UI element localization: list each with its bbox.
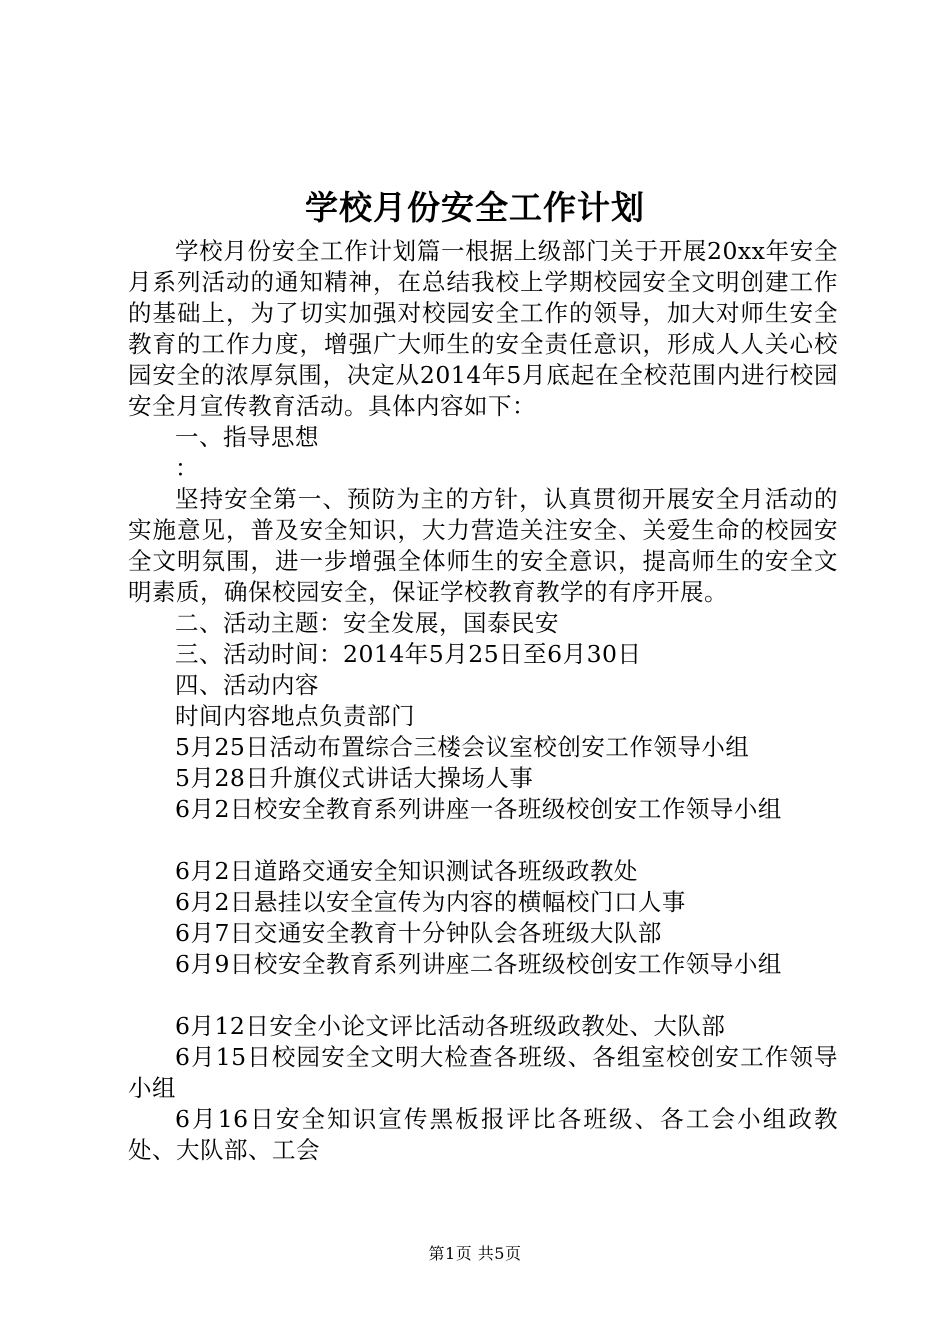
heading-activity-theme: 二、活动主题：安全发展，国泰民安 <box>175 609 559 637</box>
heading-activity-time: 三、活动时间：2014年5月25日至6月30日 <box>175 640 642 668</box>
paragraph-intro: 学校月份安全工作计划篇一根据上级部门关于开展20xx年安全月系列活动的通知精神，在总结我校上学期校园安全文明创建工作的基础上，为了切实加强对校园安全工作的领导，加大对师生安全教育的工作力度，增强广大师生的安全责任意识，形成人人关心校园安全的浓厚氛围，决定从2014年5月底起在全校范围内进行校园安全月宣传教育活动。具体内容如下： <box>128 237 838 420</box>
schedule-item: 6月15日校园安全文明大检查各班级、各组室校创安工作领导小组 <box>128 1043 838 1102</box>
schedule-item: 5月28日升旗仪式讲话大操场人事 <box>175 764 534 792</box>
document-body <box>128 236 838 1166</box>
schedule-header: 时间内容地点负责部门 <box>175 702 415 730</box>
schedule-item: 6月2日悬挂以安全宣传为内容的横幅校门口人事 <box>175 888 686 916</box>
schedule-item: 6月12日安全小论文评比活动各班级政教处、大队部 <box>175 1012 726 1040</box>
heading-activity-content: 四、活动内容 <box>175 671 319 699</box>
page-footer: 第1页 共5页 <box>428 1244 522 1263</box>
heading-guiding-thought: 一、指导思想 <box>175 423 319 451</box>
paragraph-guiding-content: 坚持安全第一、预防为主的方针，认真贯彻开展安全月活动的实施意见，普及安全知识，大力营造关注安全、关爱生命的校园安全文明氛围，进一步增强全体师生的安全意识，提高师生的安全文明素质，确保校园安全，保证学校教育教学的有序开展。 <box>128 485 838 606</box>
blank-line <box>128 980 838 1011</box>
blank-line <box>128 825 838 856</box>
document-title: 学校月份安全工作计划 <box>305 188 645 227</box>
schedule-item: 5月25日活动布置综合三楼会议室校创安工作领导小组 <box>175 733 750 761</box>
schedule-item: 6月2日道路交通安全知识测试各班级政教处 <box>175 857 638 885</box>
schedule-item: 6月2日校安全教育系列讲座一各班级校创安工作领导小组 <box>175 795 782 823</box>
paragraph-colon: ： <box>175 454 199 482</box>
schedule-item: 6月9日校安全教育系列讲座二各班级校创安工作领导小组 <box>175 950 782 978</box>
schedule-item: 6月16日安全知识宣传黑板报评比各班级、各工会小组政教处、大队部、工会 <box>128 1105 838 1164</box>
schedule-item: 6月7日交通安全教育十分钟队会各班级大队部 <box>175 919 662 947</box>
